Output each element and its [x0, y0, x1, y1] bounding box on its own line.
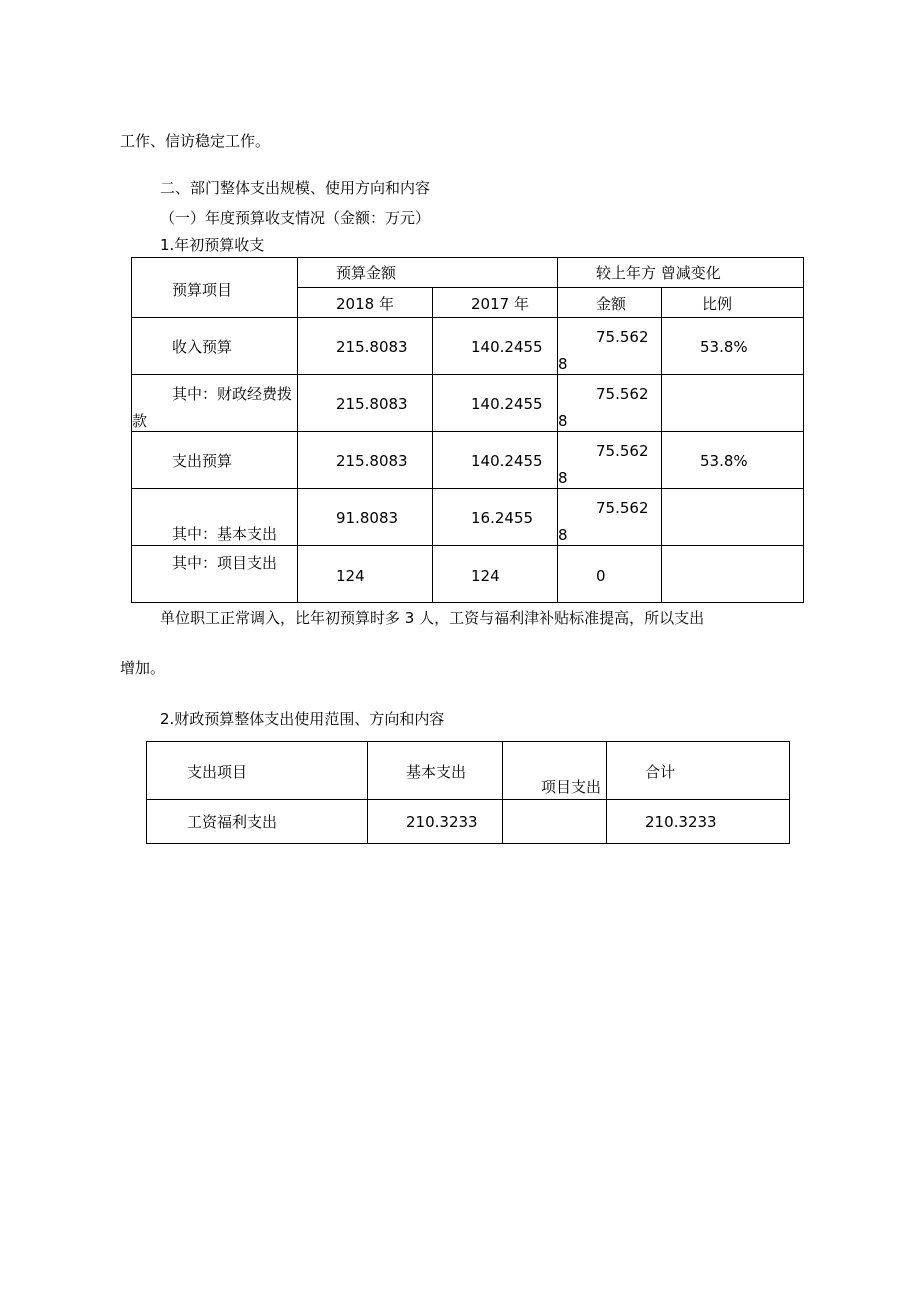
cell-2018-text: 91.8083 [336, 509, 399, 527]
cell-2017 [433, 432, 558, 489]
cell-change-amount-wrap: 8 [558, 469, 568, 487]
header-basic [368, 742, 503, 800]
cell-change-amount-wrap: 8 [558, 526, 568, 544]
cell-change-amount [558, 546, 662, 603]
cell-total-text: 210.3233 [645, 813, 717, 831]
cell-2018 [298, 432, 433, 489]
cell-item [132, 489, 298, 546]
cell-change-amount-text: 75.562 [596, 442, 649, 460]
cell-item [132, 432, 298, 489]
cell-item-text: 其中：基本支出 [172, 525, 278, 543]
table-row [132, 489, 804, 546]
header-change-group-label: 较上年方 曾减变化 [596, 264, 721, 282]
cell-change-amount-text: 75.562 [596, 499, 649, 517]
cell-2018 [298, 318, 433, 375]
cell-change-ratio-text: 53.8% [700, 452, 748, 470]
cell-item [132, 546, 298, 603]
cell-change-amount-wrap: 8 [558, 355, 568, 373]
header-item [147, 742, 368, 800]
cell-2017-text: 16.2455 [471, 509, 534, 527]
header-item-label: 支出项目 [187, 763, 248, 781]
cell-change-amount [558, 432, 662, 489]
sub-heading: （一）年度预算收支情况（金额：万元） [160, 209, 431, 227]
cell-item-wrap: 款 [132, 412, 148, 430]
table-row [132, 432, 804, 489]
cell-2017 [433, 318, 558, 375]
cell-2018-text: 124 [336, 567, 365, 585]
table2-title: 2.财政预算整体支出使用范围、方向和内容 [160, 710, 445, 728]
cell-2018 [298, 375, 433, 432]
cell-change-ratio-text: 53.8% [700, 338, 748, 356]
cell-item-text: 收入预算 [172, 338, 233, 356]
header-project-label: 项目支出 [541, 778, 602, 796]
header-item-label: 预算项目 [172, 281, 233, 299]
expenditure-table [146, 741, 790, 844]
header-total-label: 合计 [645, 763, 676, 781]
header-change-ratio-label: 比例 [702, 295, 733, 313]
cell-change-amount-text: 0 [596, 567, 606, 585]
header-amount-group-label: 预算金额 [336, 264, 397, 282]
note-line-2: 增加。 [120, 659, 166, 677]
header-project [503, 742, 607, 800]
cell-basic [368, 800, 503, 844]
header-2017-label: 2017 年 [471, 295, 529, 313]
cell-item [132, 375, 298, 432]
cell-basic-text: 210.3233 [406, 813, 478, 831]
header-change-amount-label: 金额 [596, 295, 627, 313]
cell-change-amount [558, 489, 662, 546]
cell-2018-text: 215.8083 [336, 452, 408, 470]
cell-2017-text: 140.2455 [471, 452, 543, 470]
cell-2017 [433, 546, 558, 603]
cell-change-ratio [662, 318, 804, 375]
cell-item-text: 其中：财政经费拨 [172, 385, 293, 403]
header-amount-group [298, 258, 558, 288]
cell-item [132, 318, 298, 375]
cell-2018-text: 215.8083 [336, 395, 408, 413]
cell-change-amount-text: 75.562 [596, 385, 649, 403]
paragraph-ending: 工作、信访稳定工作。 [120, 132, 271, 150]
cell-change-ratio [662, 432, 804, 489]
table-row [132, 546, 804, 603]
cell-change-ratio [662, 375, 804, 432]
cell-change-ratio [662, 546, 804, 603]
header-item [132, 258, 298, 318]
cell-2017 [433, 489, 558, 546]
table-row [132, 375, 804, 432]
cell-change-amount [558, 375, 662, 432]
note-line-1: 单位职工正常调入，比年初预算时多 3 人，工资与福利津补贴标准提高，所以支出 [160, 609, 705, 627]
table1-title: 1.年初预算收支 [160, 236, 265, 254]
cell-2018-text: 215.8083 [336, 338, 408, 356]
table-row [132, 318, 804, 375]
header-2017 [433, 288, 558, 318]
table-row [147, 800, 790, 844]
header-total [607, 742, 790, 800]
header-change-ratio [662, 288, 804, 318]
cell-change-amount-wrap: 8 [558, 412, 568, 430]
cell-item [147, 800, 368, 844]
cell-change-amount [558, 318, 662, 375]
header-basic-label: 基本支出 [406, 763, 467, 781]
cell-item-text: 工资福利支出 [187, 813, 278, 831]
cell-2017-text: 140.2455 [471, 338, 543, 356]
cell-project [503, 800, 607, 844]
cell-change-amount-text: 75.562 [596, 328, 649, 346]
cell-2017 [433, 375, 558, 432]
cell-total [607, 800, 790, 844]
cell-2017-text: 124 [471, 567, 500, 585]
cell-2018 [298, 489, 433, 546]
cell-item-text: 支出预算 [172, 452, 233, 470]
cell-2018 [298, 546, 433, 603]
cell-change-ratio [662, 489, 804, 546]
section-heading: 二、部门整体支出规模、使用方向和内容 [160, 179, 431, 197]
table-header-row [147, 742, 790, 800]
cell-item-text: 其中：项目支出 [172, 554, 278, 572]
header-2018-label: 2018 年 [336, 295, 394, 313]
header-change-amount [558, 288, 662, 318]
budget-table [131, 257, 804, 603]
cell-2017-text: 140.2455 [471, 395, 543, 413]
header-2018 [298, 288, 433, 318]
header-change-group [558, 258, 804, 288]
